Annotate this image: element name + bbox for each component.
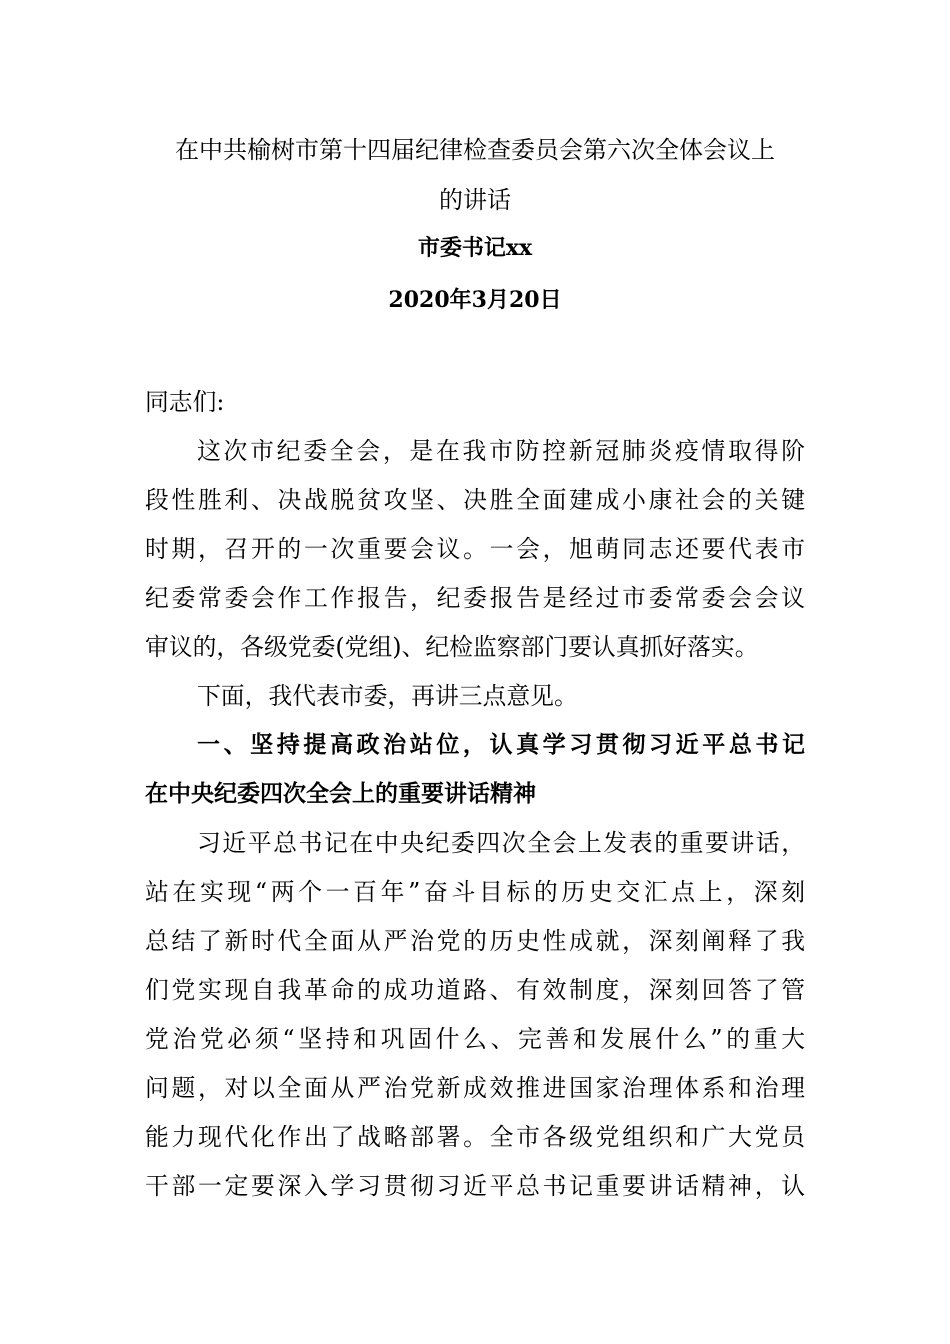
paragraph-line: 总结了新时代全面从严治党的历史性成就，深刻阐释了我: [145, 927, 805, 955]
date-line: 2020年3月20日: [388, 287, 562, 313]
salutation: 同志们:: [145, 388, 225, 416]
paragraph-line: 站在实现“两个一百年”奋斗目标的历史交汇点上，深刻: [145, 878, 805, 906]
paragraph-line: 干部一定要深入学习贯彻习近平总书记重要讲话精神，认: [145, 1172, 805, 1200]
paragraph-line: 习近平总书记在中央纪委四次全会上发表的重要讲话，: [197, 829, 805, 857]
paragraph-line: 能力现代化作出了战略部署。全市各级党组织和广大党员: [145, 1123, 805, 1151]
paragraph-line: 党治党必须“坚持和巩固什么、完善和发展什么”的重大: [145, 1025, 805, 1053]
paragraph-line: 时期，召开的一次重要会议。一会，旭萌同志还要代表市: [145, 535, 805, 563]
heading-line: 在中央纪委四次全会上的重要讲话精神: [145, 781, 536, 807]
paragraph-3: [145, 819, 805, 1211]
paragraph-line: 审议的，各级党委(党组)、纪检监察部门要认真抓好落实。: [145, 633, 759, 661]
document-title-line-2: 的讲话: [439, 186, 511, 214]
heading-line: 一、坚持提高政治站位，认真学习贯彻习近平总书记: [197, 732, 805, 758]
section-heading-1: [145, 721, 805, 819]
paragraph-line: 下面，我代表市委，再讲三点意见。: [197, 682, 578, 710]
paragraph-line: 纪委常委会作工作报告，纪委报告是经过市委常委会会议: [145, 584, 805, 612]
paragraph-line: 问题，对以全面从严治党新成效推进国家治理体系和治理: [145, 1074, 805, 1102]
paragraph-1: [145, 427, 805, 672]
paragraph-2: [145, 672, 805, 721]
paragraph-line: 段性胜利、决战脱贫攻坚、决胜全面建成小康社会的关键: [145, 486, 805, 514]
document-title-line-1: 在中共榆树市第十四届纪律检查委员会第六次全体会议上: [175, 136, 775, 164]
paragraph-line: 这次市纪委全会，是在我市防控新冠肺炎疫情取得阶: [197, 437, 805, 465]
paragraph-line: 们党实现自我革命的成功道路、有效制度，深刻回答了管: [145, 976, 805, 1004]
document-body: [145, 378, 805, 1211]
speaker-line: 市委书记xx: [417, 235, 533, 261]
